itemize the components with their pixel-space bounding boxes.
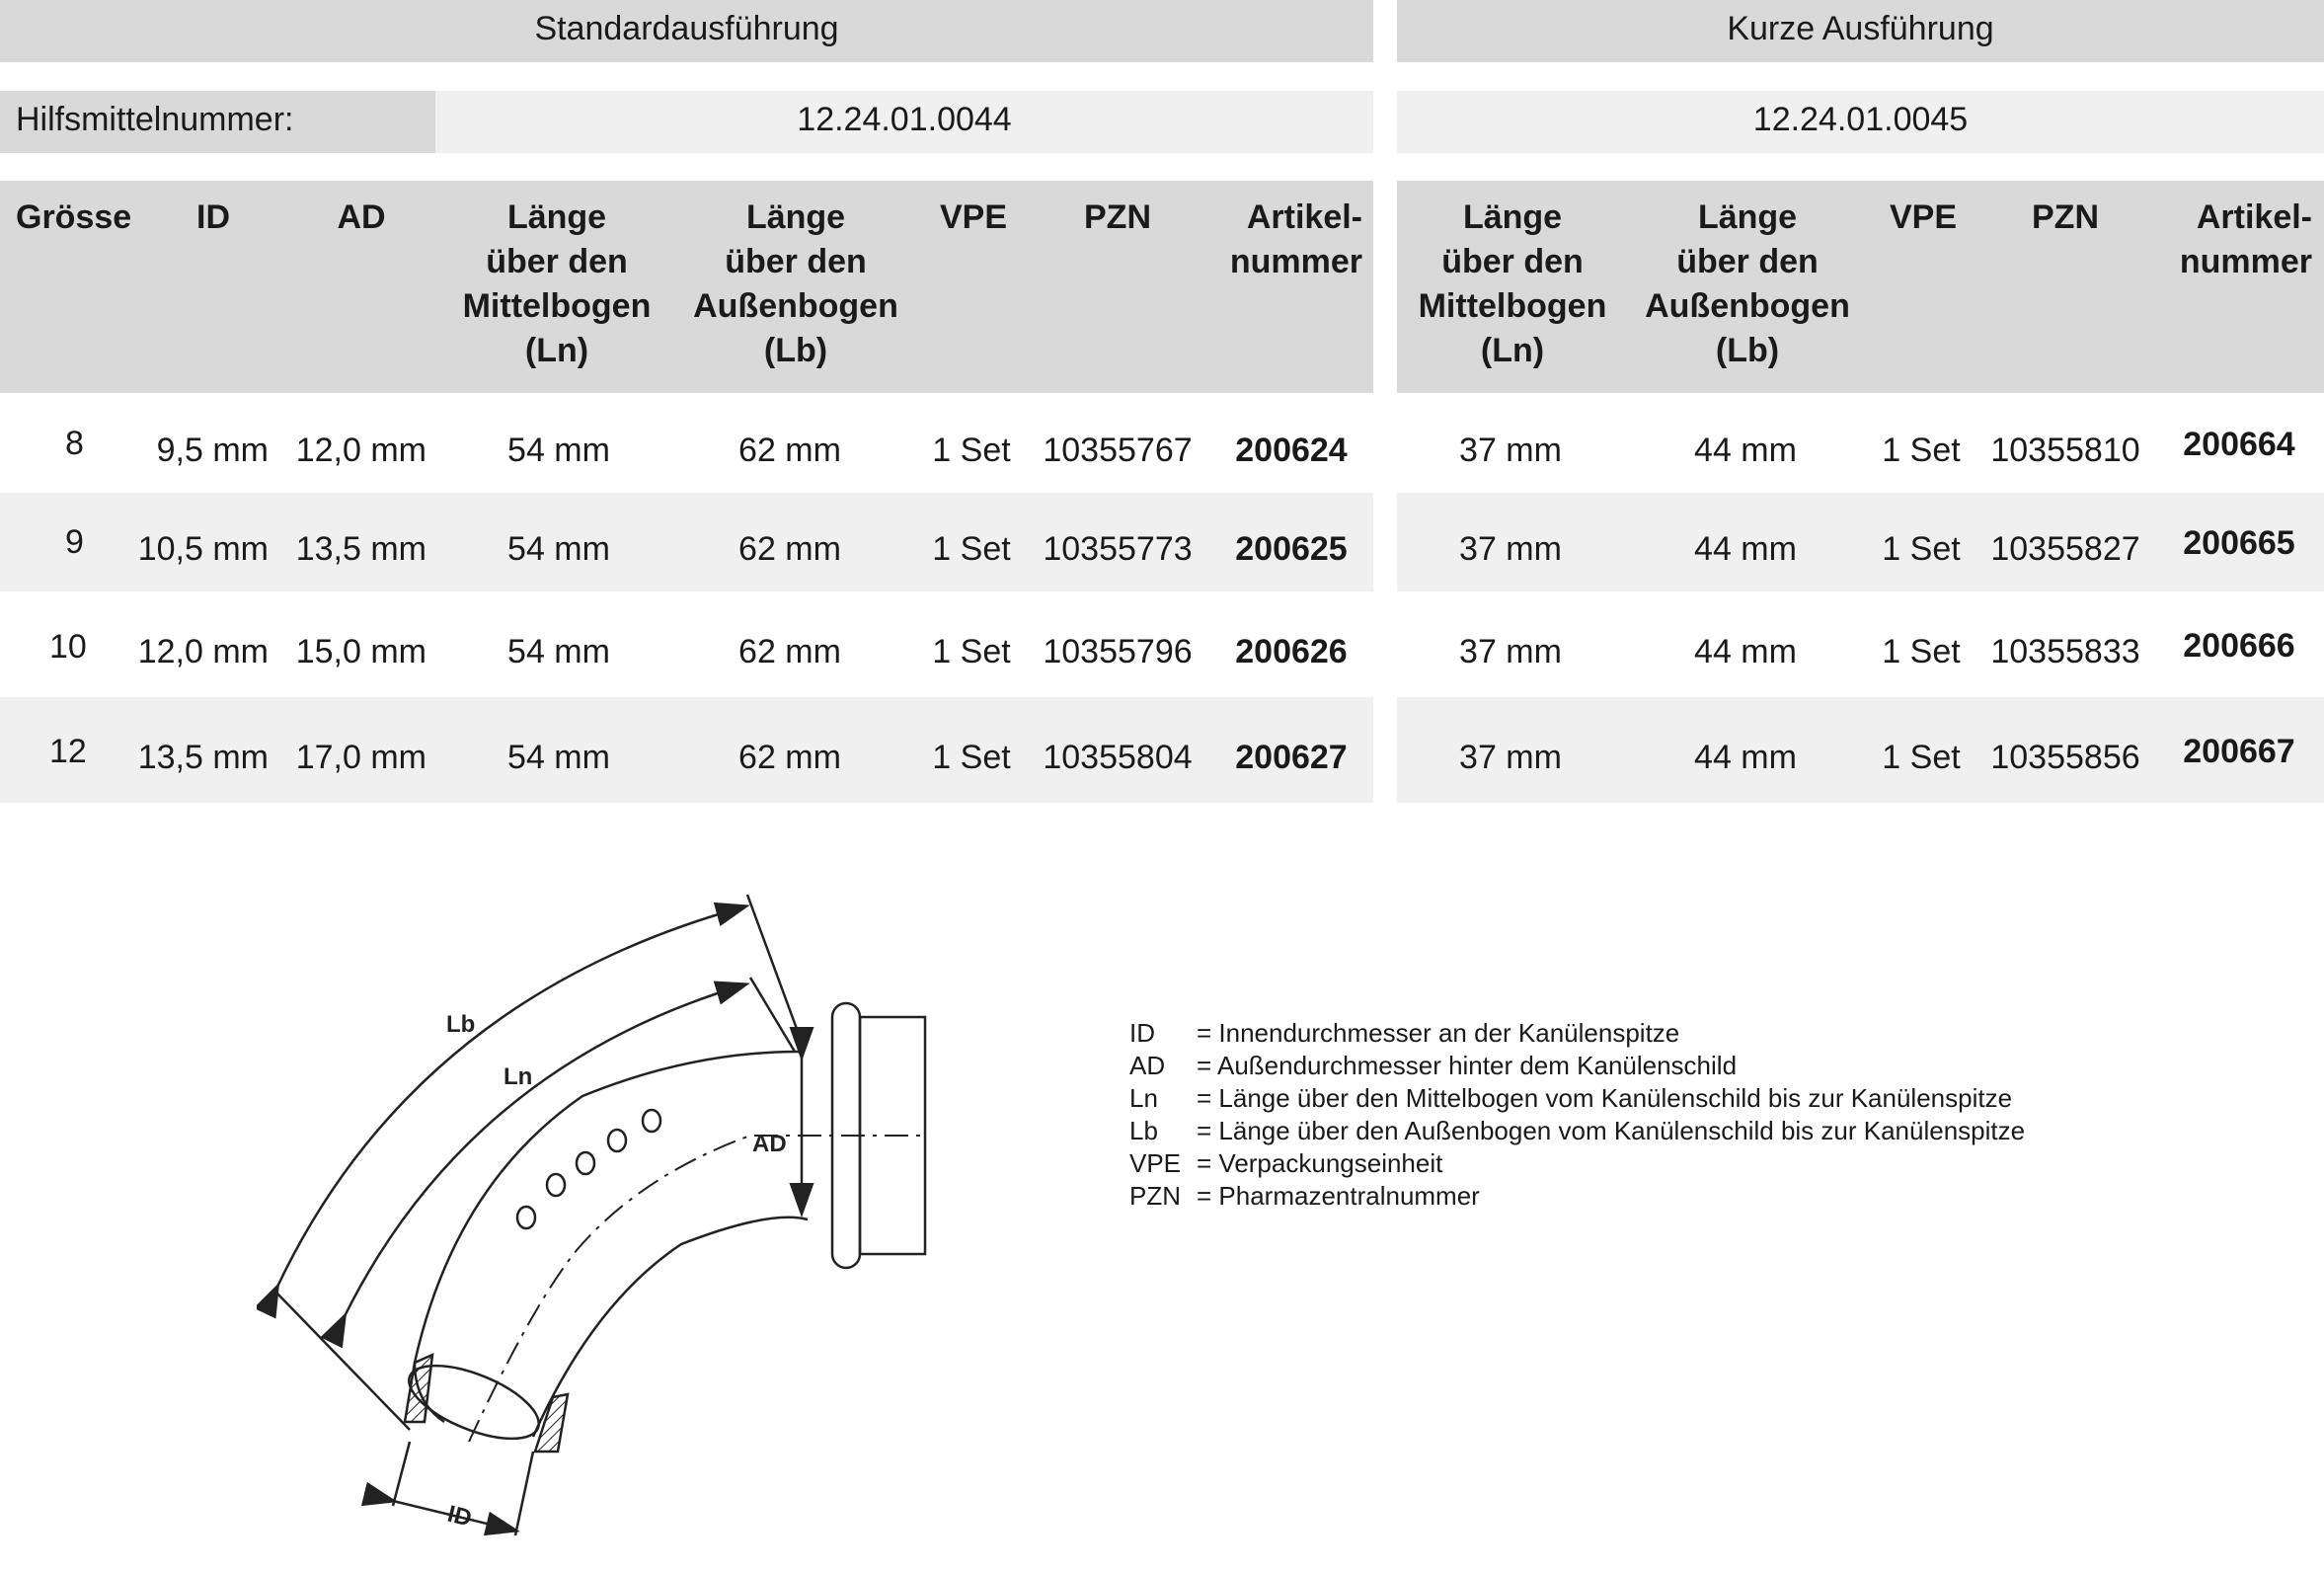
ln-label: Ln (504, 1063, 533, 1090)
table-row-1-size: 8 (65, 425, 84, 462)
table-row-2-lb: 62 mm (738, 530, 841, 568)
section-title-standard: Standardausführung (534, 10, 839, 47)
table-row-3-s-pzn: 10355833 (1990, 633, 2140, 670)
table-row-2-vpe: 1 Set (932, 530, 1011, 568)
table-row-3-s-art: 200666 (2183, 627, 2295, 665)
id-label: ID (444, 1500, 475, 1533)
table-row-4-s-art: 200667 (2183, 733, 2295, 770)
table-row-4-art: 200627 (1235, 739, 1348, 776)
table-row-4-s-vpe: 1 Set (1882, 739, 1961, 776)
aid-number-short: 12.24.01.0045 (1752, 101, 1969, 138)
section-title-short: Kurze Ausführung (1727, 10, 1994, 47)
header-vpe: VPE (939, 198, 1008, 236)
table-row-3-s-lb: 44 mm (1694, 633, 1797, 670)
table-row-2-s-pzn: 10355827 (1990, 530, 2140, 568)
table-row-2-s-ln: 37 mm (1459, 530, 1562, 568)
aid-number-label: Hilfsmittelnummer: (16, 101, 294, 138)
table-row-2-ln: 54 mm (507, 530, 610, 568)
table-row-3-art: 200626 (1235, 633, 1348, 670)
table-row-4-s-lb: 44 mm (1694, 739, 1797, 776)
table-row-1-lb: 62 mm (738, 432, 841, 469)
legend-item: VPE = Verpackungseinheit (1129, 1148, 1443, 1178)
table-row-1-s-vpe: 1 Set (1882, 432, 1961, 469)
table-row-4-id: 13,5 mm (137, 739, 269, 776)
lb-label: Lb (446, 1011, 476, 1038)
table-row-3-lb: 62 mm (738, 633, 841, 670)
legend-item: ID = Innendurchmesser an der Kanülenspitze (1129, 1018, 1680, 1048)
table-row-2-s-lb: 44 mm (1694, 530, 1797, 568)
table-row-4-ln: 54 mm (507, 739, 610, 776)
tube-outline (415, 1052, 800, 1363)
table-row-2-ad: 13,5 mm (295, 530, 426, 568)
table-row-1-ad: 12,0 mm (295, 432, 426, 469)
table-row-1-vpe: 1 Set (932, 432, 1011, 469)
table-row-1-s-lb: 44 mm (1694, 432, 1797, 469)
table-row-4-pzn: 10355804 (1043, 739, 1193, 776)
header-artikel: Artikel- nummer (1229, 198, 1362, 280)
table-row-3-vpe: 1 Set (932, 633, 1011, 670)
header-lb: Länge über den Außenbogen (Lb) (693, 198, 898, 369)
legend-item: PZN = Pharmazentralnummer (1129, 1181, 1480, 1211)
table-row-2-id: 10,5 mm (137, 530, 269, 568)
header-short-ln: Länge über den Mittelbogen (Ln) (1418, 198, 1607, 369)
table-row-4-ad: 17,0 mm (295, 739, 426, 776)
legend-item: AD = Außendurchmesser hinter dem Kanülenschild (1129, 1051, 1738, 1080)
legend-item: Lb = Länge über den Außenbogen vom Kanülenschild bis zur Kanülenspitze (1129, 1116, 2026, 1145)
header-short-vpe: VPE (1889, 198, 1958, 236)
table-row-3-ad: 15,0 mm (295, 633, 426, 670)
table-row-2-s-vpe: 1 Set (1882, 530, 1961, 568)
ad-label: AD (752, 1131, 787, 1157)
header-pzn: PZN (1084, 198, 1151, 236)
table-row-1-s-art: 200664 (2183, 426, 2295, 463)
header-groesse: Grösse (16, 198, 132, 236)
legend-item: Ln = Länge über den Mittelbogen vom Kanülenschild bis zur Kanülenspitze (1129, 1083, 2013, 1113)
table-row-1-ln: 54 mm (507, 432, 610, 469)
table-row-1-id: 9,5 mm (156, 432, 269, 469)
header-ln: Länge über den Mittelbogen (Ln) (462, 198, 652, 369)
table-row-4-size: 12 (49, 733, 87, 770)
table-row-4-lb: 62 mm (738, 739, 841, 776)
aid-number-standard: 12.24.01.0044 (797, 101, 1012, 138)
lb-dimension-arc (277, 906, 745, 1287)
table-row-1-s-pzn: 10355810 (1990, 432, 2140, 469)
header-id: ID (196, 198, 230, 236)
header-ad: AD (337, 198, 386, 236)
table-row-2-s-art: 200665 (2183, 524, 2295, 562)
legend (1129, 1017, 2025, 1213)
header-short-artikel: Artikel- nummer (2179, 198, 2312, 280)
table-row-3-s-vpe: 1 Set (1882, 633, 1961, 670)
cannula-diagram (257, 879, 987, 1570)
header-short-pzn: PZN (2032, 198, 2099, 236)
table-row-3-pzn: 10355796 (1043, 633, 1193, 670)
header-short-lb: Länge über den Außenbogen (Lb) (1645, 198, 1850, 369)
table-row-1-art: 200624 (1235, 432, 1348, 469)
table-row-2-size: 9 (65, 523, 84, 561)
table-row-2-pzn: 10355773 (1043, 530, 1193, 568)
table-row-3-s-ln: 37 mm (1459, 633, 1562, 670)
table-row-1-s-ln: 37 mm (1459, 432, 1562, 469)
table-row-3-ln: 54 mm (507, 633, 610, 670)
table-row-1-pzn: 10355767 (1043, 432, 1193, 469)
table-row-4-s-ln: 37 mm (1459, 739, 1562, 776)
table-row-2-art: 200625 (1235, 530, 1348, 568)
table-row-4-vpe: 1 Set (932, 739, 1011, 776)
table-row-3-size: 10 (49, 628, 87, 666)
ln-dimension-arc (345, 984, 745, 1316)
table-row-3-id: 12,0 mm (137, 633, 269, 670)
table-row-4-s-pzn: 10355856 (1990, 739, 2140, 776)
